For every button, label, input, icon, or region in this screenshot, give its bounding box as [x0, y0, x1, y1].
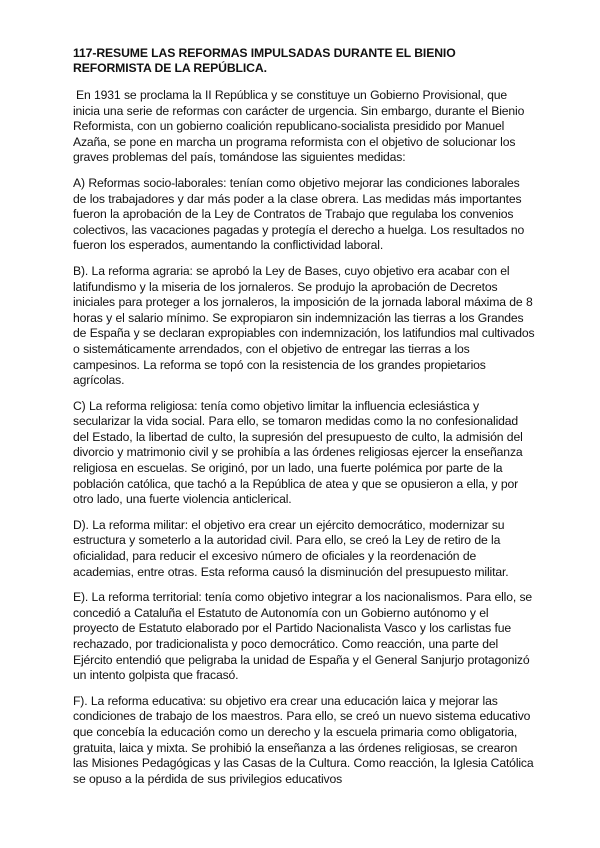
paragraph-religious-reform: C) La reforma religiosa: tenía como objetivo limitar la influencia eclesiástica y secularizar la vida social. Para ello, se tomaron medidas como la no confesionalidad del Estado, la libertad de culto, la supresión del presupuesto de culto, la admisión del divorcio y matrimonio civil y se prohibía a las órdenes religiosas ejercer la enseñanza religiosa en escuelas. Se originó, por un lado, una fuerte polémica por parte de la población católica, que tachó a la República de atea y que se opusieron a ella, y por otro lado, una fuerte violencia anticlerical.	[73, 398, 523, 507]
paragraph-territorial-reform: E). La reforma territorial: tenía como objetivo integrar a los nacionalismos. Para ello, se concedió a Cataluña el Estatuto de Autonomía con un Gobierno autónomo y el proyecto de Estatuto elaborado por el Partido Nacionalista Vasco y los carlistas fue rechazado, por tradicionalista y poco democrático. Como reacción, una parte del Ejército entendió que peligraba la unidad de España y el General Sanjurjo protagonizó un intento golpista que fracasó.	[73, 590, 533, 683]
document-page	[73, 46, 535, 797]
paragraph-socio-labor-reform: A) Reformas socio-laborales: tenían como objetivo mejorar las condiciones laborales de los trabajadores y dar más poder a la clase obrera. Las medidas más importantes fueron la aprobación de la Ley de Contratos de Trabajo que regulaba los convenios colectivos, las vacaciones pagadas y protegía el derecho a huelga. Los resultados no fueron los esperados, aumentando la conflictividad laboral.	[73, 175, 525, 253]
document-title: 117-RESUME LAS REFORMAS IMPULSADAS DURANTE EL BIENIO REFORMISTA DE LA REPÚBLICA.	[73, 46, 456, 75]
paragraph-intro: En 1931 se proclama la II República y se constituye un Gobierno Provisional, que inicia una serie de reformas con carácter de urgencia. Sin embargo, durante el Bienio Reformista, con un gobierno coalición republicano-socialista presidido por Manuel Azaña, se pone en marcha un programa reformista con el objetivo de solucionar los graves problemas del país, tomándose las siguientes medidas:	[73, 88, 525, 165]
paragraph-agrarian-reform: B). La reforma agraria: se aprobó la Ley de Bases, cuyo objetivo era acabar con el latifundismo y la miseria de los jornaleros. Se produjo la aprobación de Decretos iniciales para proteger a los jornaleros, la imposición de la jornada laboral máxima de 8 horas y el salario mínimo. Se expropiaron sin indemnización las tierras a los Grandes de España y se declaran expropiables con indemnización, los latifundios mal cultivados o sistemáticamente arrendados, con el objetivo de entregar las tierras a los campesinos. La reforma se topó con la resistencia de los grandes propietarios agrícolas.	[73, 263, 535, 388]
paragraph-military-reform: D). La reforma militar: el objetivo era crear un ejército democrático, modernizar su estructura y someterlo a la autoridad civil. Para ello, se creó la Ley de retiro de la oficialidad, para reducir el excesivo número de oficiales y la reordenación de academias, entre otras. Esta reforma causó la disminución del presupuesto militar.	[73, 517, 509, 579]
paragraph-education-reform: F). La reforma educativa: su objetivo era crear una educación laica y mejorar las condiciones de trabajo de los maestros. Para ello, se creó un nuevo sistema educativo que concebía la educación como un derecho y la escuela primaria como obligatoria, gratuita, laica y mixta. Se prohibió la enseñanza a las órdenes religiosas, se crearon las Misiones Pedagógicas y las Casas de la Cultura. Como reacción, la Iglesia Católica se opuso a la pérdida de sus privilegios educativos	[73, 693, 534, 786]
